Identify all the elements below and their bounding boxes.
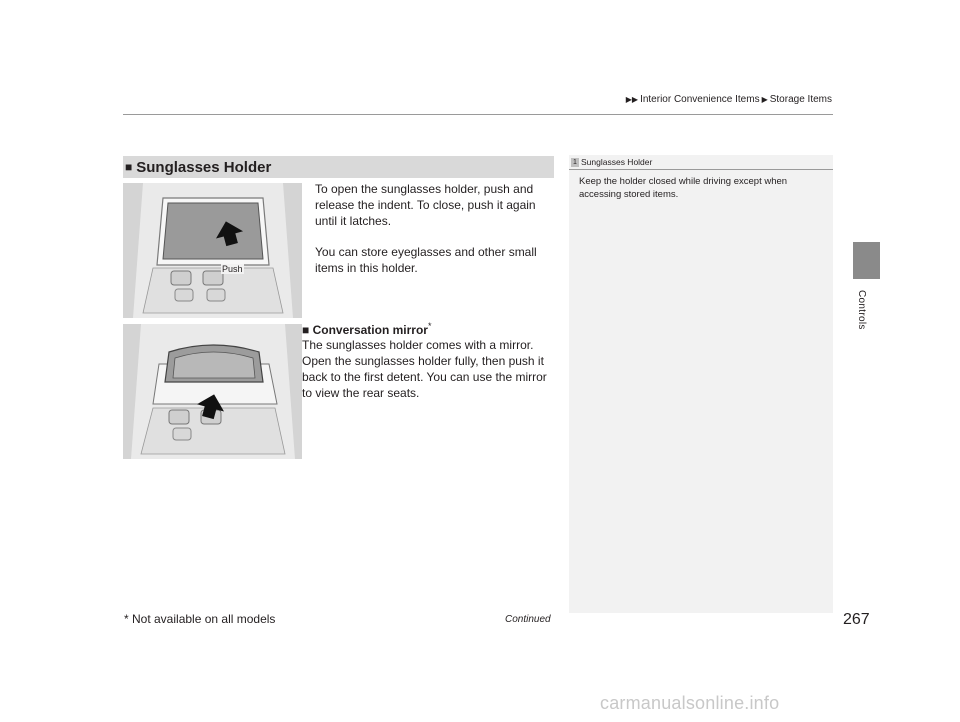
continued-label: Continued	[505, 614, 551, 625]
watermark: carmanualsonline.info	[600, 693, 780, 713]
square-bullet-icon: ■	[125, 160, 133, 174]
paragraph-conversation-mirror: The sunglasses holder comes with a mirror. Open the sunglasses holder fully, then push it back to the first detent. You can use the mirror to view the rear seats.	[302, 338, 547, 400]
side-note-panel	[569, 155, 833, 613]
breadcrumb-item-interior: Interior Convenience Items	[640, 94, 760, 105]
section-title: Sunglasses Holder	[136, 158, 272, 176]
page-number: 267	[843, 611, 870, 628]
note-number: 1	[571, 158, 579, 167]
breadcrumb-item-storage: Storage Items	[769, 94, 832, 105]
side-tab	[853, 242, 880, 279]
note-header	[569, 155, 833, 170]
figure-callout-label: Push	[222, 264, 243, 274]
figure-sunglasses-holder-push	[123, 183, 302, 318]
subsection-title-text: Conversation mirror	[312, 323, 428, 337]
note-title: Sunglasses Holder	[581, 157, 653, 167]
section-header	[123, 156, 554, 178]
square-bullet-icon: ■	[302, 323, 313, 337]
note-text: Keep the holder closed while driving except when accessing stored items.	[579, 176, 788, 200]
side-tab-label: Controls	[856, 290, 867, 330]
availability-asterisk: *	[427, 321, 432, 331]
breadcrumb	[626, 94, 832, 105]
triangle-icon: ▶▶	[625, 95, 639, 104]
triangle-icon: ▶	[761, 95, 768, 104]
footnote: * Not available on all models	[124, 612, 276, 626]
paragraph-open-close: To open the sunglasses holder, push and release the indent. To close, push it again until it latches.	[315, 182, 536, 228]
paragraph-store-items: You can store eyeglasses and other small items in this holder.	[315, 245, 537, 275]
figure-conversation-mirror	[123, 324, 302, 459]
subsection-title	[302, 321, 431, 337]
header-rule	[123, 114, 833, 115]
